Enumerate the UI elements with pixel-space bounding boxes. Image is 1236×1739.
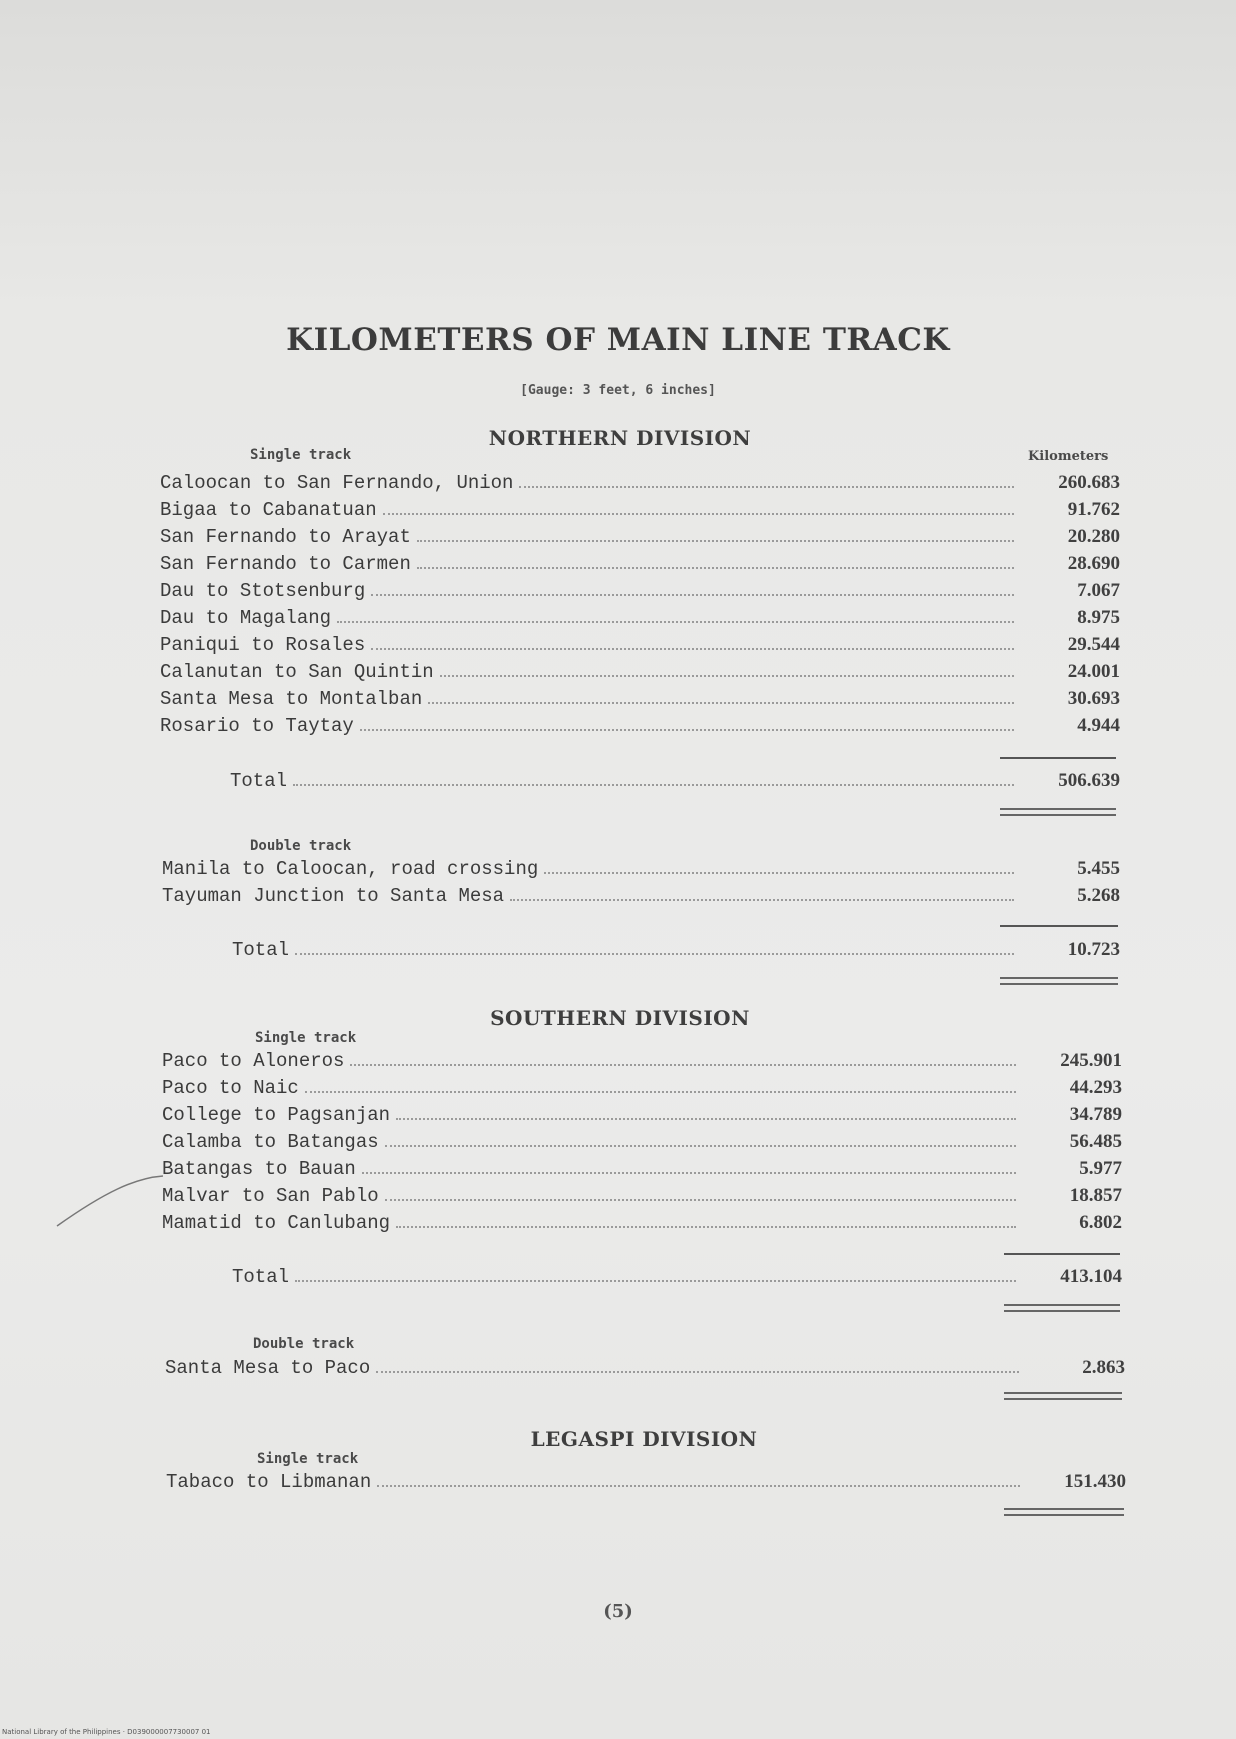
leader-dots <box>377 1471 1020 1487</box>
total-row <box>162 939 1120 966</box>
row-value: 91.762 <box>1067 499 1120 520</box>
total-double-rule <box>1004 1392 1122 1400</box>
page-number: (5) <box>603 1601 633 1622</box>
row-value: 2.863 <box>1082 1357 1125 1378</box>
table-row <box>160 688 1120 715</box>
row-value: 4.944 <box>1077 715 1120 736</box>
row-value: 30.693 <box>1067 688 1120 709</box>
table-row <box>160 526 1120 553</box>
row-label: Batangas to Bauan <box>162 1158 356 1180</box>
leader-dots <box>295 939 1014 955</box>
row-value: 5.268 <box>1077 885 1120 906</box>
row-label: Tabaco to Libmanan <box>166 1471 372 1493</box>
row-value: 18.857 <box>1069 1185 1122 1206</box>
row-label: Paco to Naic <box>162 1077 299 1099</box>
table-row <box>160 499 1120 526</box>
table-row <box>162 1077 1122 1104</box>
page-title: KILOMETERS OF MAIN LINE TRACK <box>286 322 950 358</box>
table-row <box>160 634 1120 661</box>
row-label: Bigaa to Cabanatuan <box>160 499 377 521</box>
northern-double-track-label: Double track <box>250 838 352 854</box>
row-label: Mamatid to Canlubang <box>162 1212 391 1234</box>
southern-single-track-label: Single track <box>255 1030 357 1046</box>
leader-dots <box>383 499 1014 515</box>
row-value: 245.901 <box>1060 1050 1122 1071</box>
total-label: Total <box>232 939 290 961</box>
legaspi-division-heading: LEGASPI DIVISION <box>530 1427 758 1451</box>
leader-dots <box>350 1050 1016 1066</box>
table-row <box>162 1185 1122 1212</box>
northern-single-track-label: Single track <box>250 447 352 463</box>
row-label: Santa Mesa to Montalban <box>160 688 423 710</box>
total-value: 506.639 <box>1058 770 1120 791</box>
total-value: 413.104 <box>1060 1266 1122 1287</box>
row-label: Malvar to San Pablo <box>162 1185 379 1207</box>
row-value: 44.293 <box>1069 1077 1122 1098</box>
leader-dots <box>362 1158 1016 1174</box>
subtotal-rule <box>1004 1253 1120 1255</box>
total-double-rule <box>1004 1304 1120 1312</box>
leader-dots <box>417 526 1014 542</box>
northern-division-heading: NORTHERN DIVISION <box>488 426 752 450</box>
leader-dots <box>385 1131 1016 1147</box>
total-double-rule <box>1000 977 1118 985</box>
leader-dots <box>295 1266 1016 1282</box>
total-label: Total <box>230 770 288 792</box>
total-value: 10.723 <box>1067 939 1120 960</box>
leader-dots <box>385 1185 1016 1201</box>
leader-dots <box>376 1357 1019 1373</box>
table-row <box>162 1158 1122 1185</box>
southern-division-heading: SOUTHERN DIVISION <box>490 1006 750 1030</box>
leader-dots <box>417 553 1014 569</box>
row-label: Tayuman Junction to Santa Mesa <box>162 885 505 907</box>
row-label: College to Pagsanjan <box>162 1104 391 1126</box>
leader-dots <box>371 580 1014 596</box>
scan-footer: National Library of the Philippines · D039000007730007 01 <box>2 1728 211 1736</box>
table-row <box>162 1104 1122 1131</box>
total-double-rule <box>1004 1508 1124 1516</box>
row-value: 28.690 <box>1067 553 1120 574</box>
table-row <box>165 1357 1125 1384</box>
row-label: Dau to Stotsenburg <box>160 580 366 602</box>
row-value: 7.067 <box>1077 580 1120 601</box>
table-row <box>160 715 1120 742</box>
southern-double-track-label: Double track <box>253 1336 355 1352</box>
pencil-mark <box>55 1170 165 1230</box>
leader-dots <box>440 661 1014 677</box>
row-value: 260.683 <box>1058 472 1120 493</box>
table-row <box>162 885 1120 912</box>
leader-dots <box>371 634 1014 650</box>
table-row <box>160 661 1120 688</box>
leader-dots <box>305 1077 1016 1093</box>
legaspi-single-track-label: Single track <box>257 1451 359 1467</box>
row-label: San Fernando to Carmen <box>160 553 411 575</box>
row-value: 29.544 <box>1067 634 1120 655</box>
row-value: 151.430 <box>1064 1471 1126 1492</box>
row-label: Paco to Aloneros <box>162 1050 345 1072</box>
table-row <box>160 607 1120 634</box>
table-row <box>160 472 1120 499</box>
total-row <box>160 770 1120 797</box>
row-label: Rosario to Taytay <box>160 715 354 737</box>
kilometers-column-header: Kilometers <box>1028 449 1109 464</box>
row-label: Calanutan to San Quintin <box>160 661 434 683</box>
total-row <box>162 1266 1122 1293</box>
row-value: 6.802 <box>1079 1212 1122 1233</box>
table-row <box>162 1050 1122 1077</box>
row-value: 8.975 <box>1077 607 1120 628</box>
leader-dots <box>510 885 1014 901</box>
row-value: 20.280 <box>1067 526 1120 547</box>
table-row <box>160 553 1120 580</box>
row-value: 5.977 <box>1079 1158 1122 1179</box>
leader-dots <box>428 688 1014 704</box>
total-double-rule <box>1000 808 1116 816</box>
row-label: Dau to Magalang <box>160 607 332 629</box>
leader-dots <box>396 1212 1016 1228</box>
leader-dots <box>396 1104 1016 1120</box>
row-value: 56.485 <box>1069 1131 1122 1152</box>
table-row <box>162 858 1120 885</box>
row-label: Manila to Caloocan, road crossing <box>162 858 539 880</box>
leader-dots <box>293 770 1014 786</box>
row-label: Caloocan to San Fernando, Union <box>160 472 514 494</box>
gauge-note: [Gauge: 3 feet, 6 inches] <box>520 383 716 398</box>
table-row <box>162 1131 1122 1158</box>
table-row <box>166 1471 1126 1498</box>
table-row <box>162 1212 1122 1239</box>
row-label: Santa Mesa to Paco <box>165 1357 371 1379</box>
subtotal-rule <box>1000 757 1116 759</box>
leader-dots <box>337 607 1014 623</box>
row-label: San Fernando to Arayat <box>160 526 411 548</box>
total-label: Total <box>232 1266 290 1288</box>
row-value: 24.001 <box>1067 661 1120 682</box>
leader-dots <box>519 472 1014 488</box>
leader-dots <box>360 715 1014 731</box>
row-label: Paniqui to Rosales <box>160 634 366 656</box>
row-value: 5.455 <box>1077 858 1120 879</box>
table-row <box>160 580 1120 607</box>
row-label: Calamba to Batangas <box>162 1131 379 1153</box>
leader-dots <box>544 858 1014 874</box>
subtotal-rule <box>1000 925 1118 927</box>
row-value: 34.789 <box>1069 1104 1122 1125</box>
